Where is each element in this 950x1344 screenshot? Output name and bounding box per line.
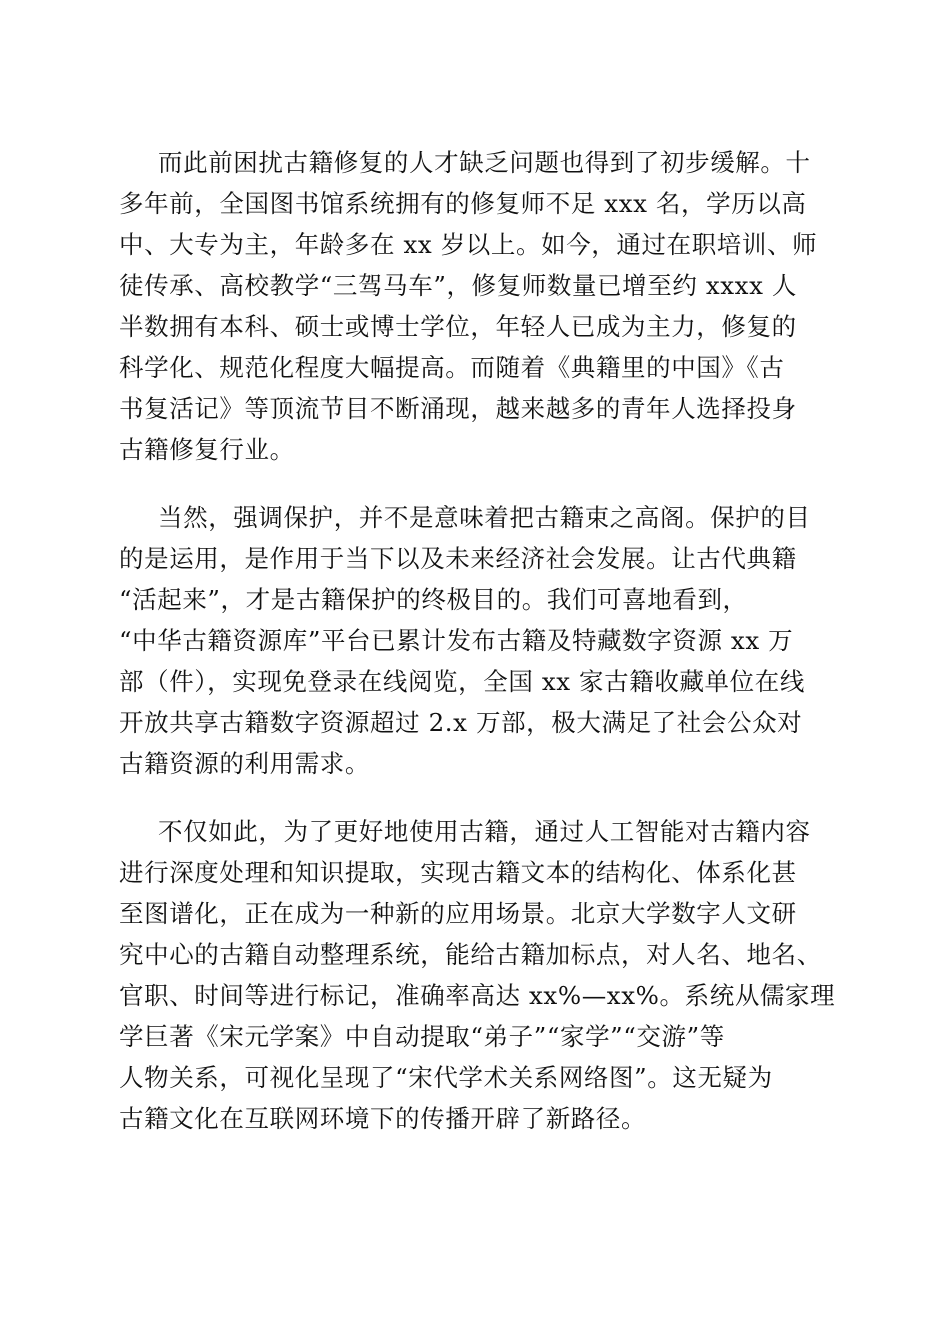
paragraph-1-line-2: 多年前，全国图书馆系统拥有的修复师不足 xxx 名，学历以高 [119,189,807,218]
paragraph-3-line-5: 官职、时间等进行标记，准确率高达 xx%—xx%。系统从儒家理 [119,981,836,1010]
paragraph-3-line-2: 进行深度处理和知识提取，实现古籍文本的结构化、体系化甚 [119,858,797,887]
paragraph-2-line-6: 开放共享古籍数字资源超过 2.x 万部，极大满足了社会公众对 [119,708,803,737]
paragraph-3-line-4: 究中心的古籍自动整理系统，能给古籍加标点，对人名、地名、 [119,940,822,969]
paragraph-1-line-3: 中、大专为主，年龄多在 xx 岁以上。如今，通过在职培训、师 [119,230,818,259]
paragraph-3-line-7: 人物关系，可视化呈现了“宋代学术关系网络图”。这无疑为 [119,1063,773,1092]
paragraph-1-line-6: 科学化、规范化程度大幅提高。而随着《典籍里的中国》《古 [119,353,785,382]
paragraph-1-line-8: 古籍修复行业。 [119,435,295,464]
paragraph-1-line-5: 半数拥有本科、硕士或博士学位，年轻人已成为主力，修复的 [119,312,797,341]
paragraph-2-line-5: 部（件），实现免登录在线阅览，全国 xx 家古籍收藏单位在线 [119,667,805,696]
paragraph-2-line-4: “中华古籍资源库”平台已累计发布古籍及特藏数字资源 xx 万 [119,626,794,655]
paragraph-1-line-1: 而此前困扰古籍修复的人才缺乏问题也得到了初步缓解。十 [158,148,811,177]
paragraph-2-line-7: 古籍资源的利用需求。 [119,749,370,778]
paragraph-2-line-3: “活起来”，才是古籍保护的终极目的。我们可喜地看到， [119,585,748,614]
paragraph-3-line-6: 学巨著《宋元学案》中自动提取“弟子”“家学”“交游”等 [119,1022,725,1051]
paragraph-3-line-8: 古籍文化在互联网环境下的传播开辟了新路径。 [119,1104,647,1133]
paragraph-1-line-7: 书复活记》等顶流节目不断涌现，越来越多的青年人选择投身 [119,394,797,423]
paragraph-3-line-1: 不仅如此，为了更好地使用古籍，通过人工智能对古籍内容 [158,817,811,846]
paragraph-3-line-3: 至图谱化，正在成为一种新的应用场景。北京大学数字人文研 [119,899,797,928]
paragraph-2-line-1: 当然，强调保护，并不是意味着把古籍束之高阁。保护的目 [158,503,811,532]
paragraph-1-line-4: 徒传承、高校教学“三驾马车”，修复师数量已增至约 xxxx 人 [119,271,797,300]
paragraph-2-line-2: 的是运用，是作用于当下以及未来经济社会发展。让古代典籍 [119,544,797,573]
